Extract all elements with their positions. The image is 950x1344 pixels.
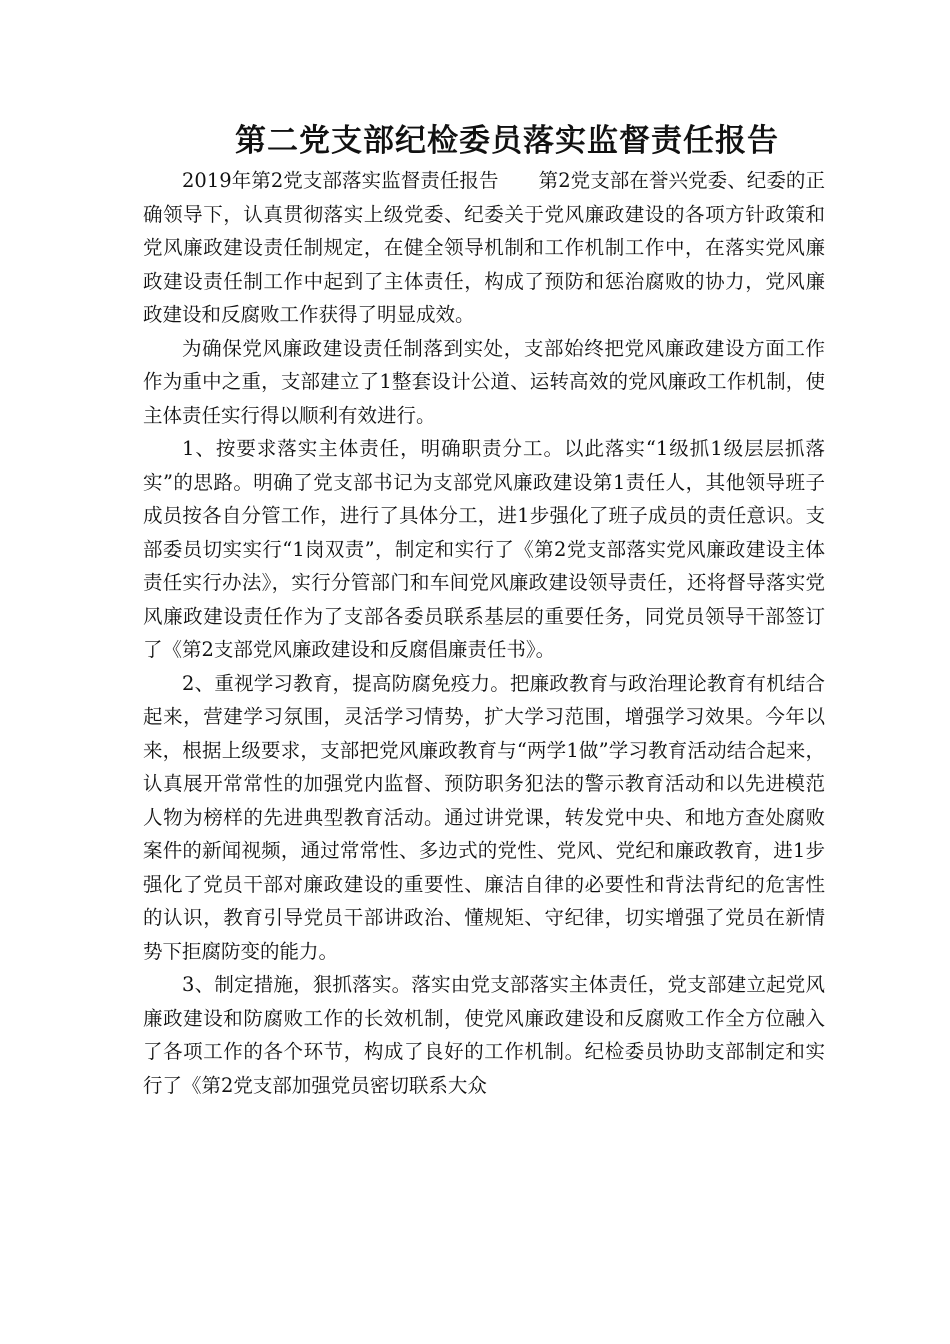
paragraph-3: 1、按要求落实主体责任，明确职责分工。以此落实“1级抓1级层层抓落实”的思路。明确了党支部书记为支部党风廉政建设第1责任人，其他领导班子成员按各自分管工作，进行了具体分工，进1步强化了班子成员的责任意识。支部委员切实实行“1岗双责”，制定和实行了《第2党支部落实党风廉政建设主体责任实行办法》，实行分管部门和车间党风廉政建设领导责任，还将督导落实党风廉政建设责任作为了支部各委员联系基层的重要任务，同党员领导干部签订了《第2支部党风廉政建设和反腐倡廉责任书》。 bbox=[143, 437, 825, 661]
document-title: 第二党支部纪检委员落实监督责任报告 bbox=[235, 123, 779, 159]
paragraph-intro bbox=[143, 164, 825, 332]
paragraph-2: 为确保党风廉政建设责任制落到实处，支部始终把党风廉政建设方面工作作为重中之重，支部建立了1整套设计公道、运转高效的党风廉政工作机制，使主体责任实行得以顺利有效进行。 bbox=[143, 336, 825, 427]
document-page bbox=[143, 118, 825, 1102]
intro-lead: 2019年第2党支部落实监督责任报告 bbox=[182, 169, 499, 192]
paragraph-4: 2、重视学习教育，提高防腐免疫力。把廉政教育与政治理论教育有机结合起来，营建学习氛围，灵活学习情势，扩大学习范围，增强学习效果。今年以来，根据上级要求，支部把党风廉政教育与“两学1做”学习教育活动结合起来，认真展开常常性的加强党内监督、预防职务犯法的警示教育活动和以先进模范人物为榜样的先进典型教育活动。通过讲党课，转发党中央、和地方查处腐败案件的新闻视频，通过常常性、多边式的党性、党风、党纪和廉政教育，进1步强化了党员干部对廉政建设的重要性、廉洁自律的必要性和背法背纪的危害性的认识，教育引导党员干部讲政治、懂规矩、守纪律，切实增强了党员在新情势下拒腐防变的能力。 bbox=[143, 671, 825, 963]
intro-body: 第2党支部在誉兴党委、纪委的正确领导下，认真贯彻落实上级党委、纪委关于党风廉政建设的各项方针政策和党风廉政建设责任制规定，在健全领导机制和工作机制工作中，在落实党风廉政建设责任制工作中起到了主体责任，构成了预防和惩治腐败的协力，党风廉政建设和反腐败工作获得了明显成效。 bbox=[143, 169, 825, 326]
paragraph-5: 3、制定措施，狠抓落实。落实由党支部落实主体责任，党支部建立起党风廉政建设和防腐败工作的长效机制，使党风廉政建设和反腐败工作全方位融入了各项工作的各个环节，构成了良好的工作机制。纪检委员协助支部制定和实行了《第2党支部加强党员密切联系大众 bbox=[143, 973, 825, 1097]
